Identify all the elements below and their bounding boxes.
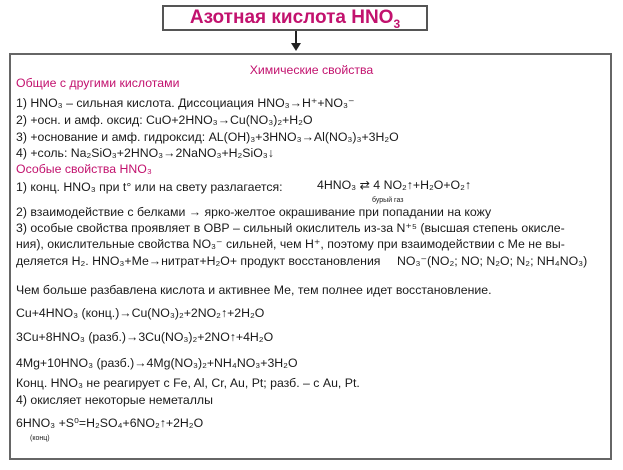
special-line-1: 1) конц. HNO₃ при t° или на свету разлагается:: [16, 180, 283, 194]
reaction-3: 4Mg+10HNO₃ (разб.)→4Mg(NO₃)₂+NH₄NO₃+3H₂O: [16, 356, 298, 370]
decomposition-equation: 4HNO₃ ⇄ 4 NO₂↑+H₂O+O₂↑: [317, 178, 471, 192]
note-line: Чем больше разбавлена кислота и активнее Ме, тем полнее идет восстановление.: [16, 283, 492, 297]
nonmetal-reaction: 6HNO₃ +S⁰=H₂SO₄+6NO₂↑+2H₂O: [16, 416, 204, 430]
reduction-products: NO₃⁻(NO₂; NO; N₂O; N₂; NH₄NO₃): [397, 254, 588, 268]
general-line-1: 1) HNO₃ – сильная кислота. Диссоциация HNO₃→H⁺+NO₃⁻: [16, 96, 355, 110]
general-heading: Общие с другими кислотами: [16, 76, 180, 90]
special-line-5: деляется H₂. HNO₃+Ме→нитрат+H₂O+ продукт восстановления: [16, 254, 381, 268]
conc-note: Конц. HNO₃ не реагирует с Fe, Al, Cr, Au, Pt; разб. – с Au, Pt.: [16, 376, 360, 390]
special-heading: Особые свойства HNO₃: [16, 162, 152, 176]
general-line-2: 2) +осн. и амф. оксид: CuO+2HNO₃→Cu(NO₃)₂+H₂O: [16, 113, 313, 127]
arrow-down-icon: [291, 43, 301, 51]
chem-props-heading: Химические свойства: [249, 63, 374, 77]
special-line-2: 2) взаимодействие с белками → ярко-желтое окрашивание при попадании на кожу: [16, 205, 492, 219]
general-line-3: 3) +основание и амф. гидроксид: AL(OH)₃+3HNO₃→Al(NO₃)₃+3H₂O: [16, 130, 399, 144]
conc-label: (конц): [30, 435, 50, 442]
brown-gas-label: бурый газ: [372, 197, 404, 204]
special-line-4: ния), окислительные свойства NO₃⁻ сильней, чем H⁺, поэтому при взаимодействии с Ме не вы-: [16, 237, 565, 251]
reaction-1: Cu+4HNO₃ (конц.)→Cu(NO₃)₂+2NO₂↑+2H₂O: [16, 306, 265, 320]
page-title: Азотная кислота $HNO_3$: [162, 5, 428, 31]
reaction-2: 3Cu+8HNO₃ (разб.)→3Cu(NO₃)₂+2NO↑+4H₂O: [16, 330, 274, 344]
special-line-3: 3) особые свойства проявляет в ОВР – сильный окислитель из-за N⁺⁵ (высшая степень окисле-: [16, 221, 565, 235]
general-line-4: 4) +соль: Na₂SiO₃+2HNO₃→2NaNO₃+H₂SiO₃↓: [16, 146, 274, 160]
nonmetal-heading: 4) окисляет некоторые неметаллы: [16, 393, 213, 407]
